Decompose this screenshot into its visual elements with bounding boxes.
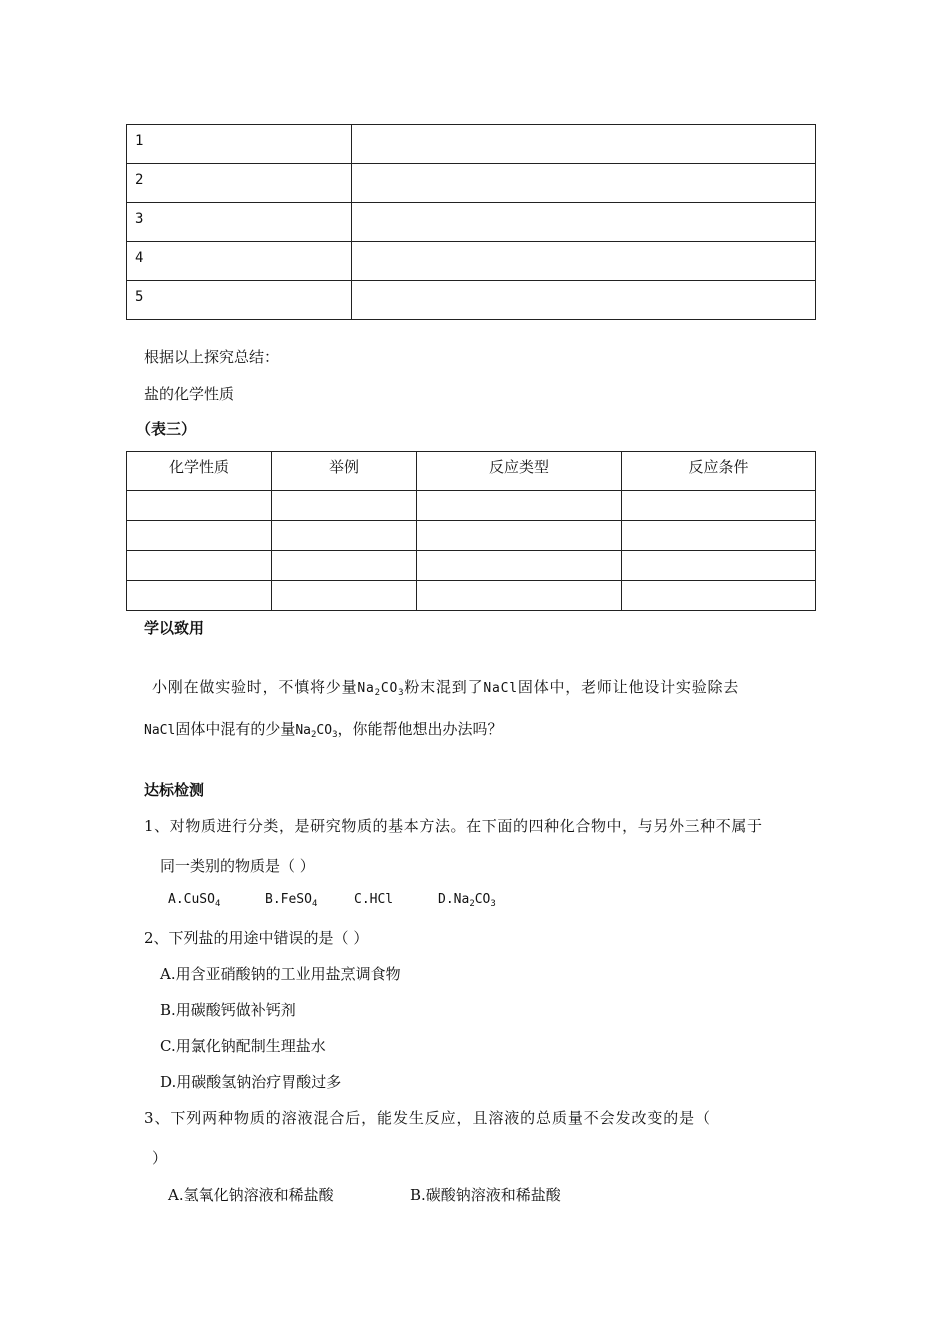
salt-properties-title: 盐的化学性质 <box>144 385 235 403</box>
row-number: 3 <box>135 211 144 227</box>
salt-properties-table <box>126 451 816 611</box>
question-1-option-c: C.HCl <box>354 892 394 907</box>
question-1-stem: 1、对物质进行分类，是研究物质的基本方法。在下面的四种化合物中，与另外三种不属于 <box>144 817 763 835</box>
question-2-stem: 2、下列盐的用途中错误的是（ ） <box>144 929 369 947</box>
question-3-option-a: A.氢氧化钠溶液和稀盐酸 <box>168 1186 334 1204</box>
question-2-option-a: A.用含亚硝酸钠的工业用盐烹调食物 <box>160 965 401 983</box>
table-row <box>127 281 816 320</box>
table3-caption: （表三） <box>136 420 197 438</box>
question-2-option-c: C.用氯化钠配制生理盐水 <box>160 1037 326 1055</box>
row-number: 2 <box>135 172 144 188</box>
question-3-stem-close: ） <box>152 1149 168 1167</box>
table-row <box>127 521 816 551</box>
table-cell <box>352 281 816 320</box>
row-number: 5 <box>135 289 144 305</box>
table-row <box>127 551 816 581</box>
question-3-stem: 3、下列两种物质的溶液混合后，能发生反应，且溶液的总质量不会发改变的是（ <box>144 1109 711 1127</box>
header-property: 化学性质 <box>168 458 229 476</box>
question-3-option-b: B.碳酸钠溶液和稀盐酸 <box>410 1186 561 1204</box>
row-number: 1 <box>135 133 144 149</box>
question-1-option-b: B.FeSO$_4$ <box>265 892 318 909</box>
table-header-row <box>127 452 816 491</box>
table-cell <box>352 203 816 242</box>
apply-heading: 学以致用 <box>144 619 205 637</box>
experiment-table <box>126 124 816 320</box>
question-2-option-d: D.用碳酸氢钠治疗胃酸过多 <box>160 1073 342 1091</box>
header-reaction-type: 反应类型 <box>488 458 549 476</box>
table-cell <box>352 242 816 281</box>
table-row <box>127 164 816 203</box>
table-row <box>127 125 816 164</box>
question-2-option-b: B.用碳酸钙做补钙剂 <box>160 1001 296 1019</box>
test-heading: 达标检测 <box>144 781 205 799</box>
question-1-stem-cont: 同一类别的物质是（ ） <box>160 857 315 875</box>
header-reaction-condition: 反应条件 <box>688 458 749 476</box>
table-cell <box>352 164 816 203</box>
table-row <box>127 203 816 242</box>
question-1-option-a: A.CuSO$_4$ <box>168 892 221 909</box>
table-cell <box>352 125 816 164</box>
table-row <box>127 581 816 611</box>
header-example: 举例 <box>328 458 359 476</box>
row-number: 4 <box>135 250 144 266</box>
table-row <box>127 491 816 521</box>
question-1-option-d: $D.Na_2CO_3$ <box>438 892 496 909</box>
apply-line-2: NaCl固体中混有的少量$Na_2CO_3$，你能帮他想出办法吗？ <box>144 720 503 740</box>
apply-line-1: 小刚在做实验时，不慎将少量$Na_2CO_3$粉末混到了NaCl固体中，老师让他设计实验除去 <box>152 678 740 698</box>
table-row <box>127 242 816 281</box>
summary-intro: 根据以上探究总结： <box>144 348 280 366</box>
